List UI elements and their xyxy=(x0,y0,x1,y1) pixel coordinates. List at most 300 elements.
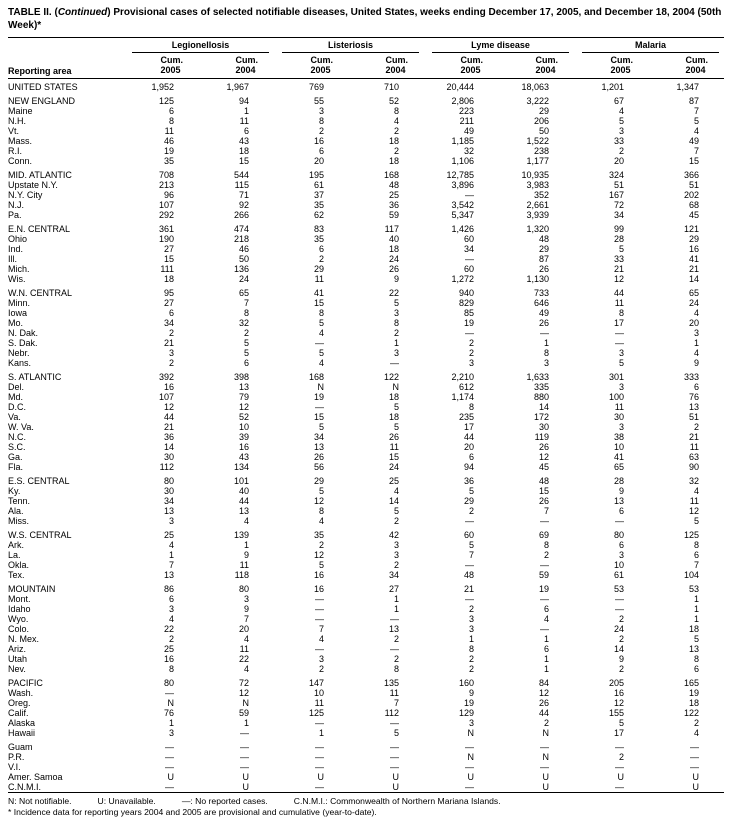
cell-value: 544 xyxy=(233,169,250,180)
cell-value: N xyxy=(317,381,325,392)
cell-value: 266 xyxy=(233,209,250,220)
cell-value: 29 xyxy=(314,263,325,274)
cell-value: 2 xyxy=(394,515,400,526)
cell-value: — xyxy=(540,623,550,634)
column-group-lyme-disease xyxy=(424,38,574,54)
cell-value: 36 xyxy=(464,475,475,486)
cell-value: 90 xyxy=(689,461,700,472)
cell-value: 139 xyxy=(233,529,250,540)
cell-value: 5 xyxy=(619,717,625,728)
row-label: Mass. xyxy=(8,135,33,146)
cell-value: 11 xyxy=(314,273,325,284)
row-label: Mich. xyxy=(8,263,30,274)
cell-value: — xyxy=(315,613,325,624)
cell-value: 172 xyxy=(534,411,550,422)
cell-value: 2 xyxy=(394,559,400,570)
cell-value: 8 xyxy=(544,539,550,550)
table-row xyxy=(8,762,724,772)
row-label: N. Dak. xyxy=(8,327,39,338)
cell-value: 3 xyxy=(619,125,625,136)
cum-2005-header: Cum. 2005 xyxy=(574,53,649,78)
cell-value: 8 xyxy=(694,539,700,550)
cell-value: 125 xyxy=(684,529,700,540)
table-row xyxy=(8,452,724,462)
cell-value: — xyxy=(315,761,325,772)
cell-value: 3 xyxy=(168,727,174,738)
cell-value: 1 xyxy=(544,633,550,644)
row-label: E.N. CENTRAL xyxy=(8,223,71,234)
cell-value: — xyxy=(690,741,700,752)
cell-value: 1 xyxy=(168,717,174,728)
cell-value: 3 xyxy=(619,347,625,358)
cell-value: 72 xyxy=(614,199,625,210)
table-row xyxy=(8,742,724,752)
cell-value: 2 xyxy=(168,357,174,368)
cell-value: 8 xyxy=(394,663,400,674)
cell-value: U xyxy=(392,771,400,782)
cell-value: 292 xyxy=(158,209,174,220)
cell-value: 3 xyxy=(319,653,325,664)
table-row xyxy=(8,338,724,348)
cell-value: 18 xyxy=(389,411,400,422)
cell-value: 4 xyxy=(244,663,250,674)
table-row xyxy=(8,308,724,318)
row-label: Alaska xyxy=(8,717,36,728)
table-row xyxy=(8,372,724,382)
table-row xyxy=(8,244,724,254)
cell-value: 18,063 xyxy=(521,81,550,92)
reporting-area-header: Reporting area xyxy=(8,38,124,79)
cell-value: N xyxy=(467,751,475,762)
cell-value: 19 xyxy=(689,687,700,698)
cell-value: 79 xyxy=(239,391,250,402)
cell-value: 11 xyxy=(239,559,250,570)
cell-value: 16 xyxy=(163,653,174,664)
cell-value: 48 xyxy=(539,475,550,486)
cell-value: 71 xyxy=(239,189,250,200)
cell-value: 4 xyxy=(168,539,174,550)
row-label: N. Mex. xyxy=(8,633,40,644)
cell-value: — xyxy=(390,613,400,624)
cell-value: 29 xyxy=(689,233,700,244)
cell-value: 2 xyxy=(319,539,325,550)
cell-value: 9 xyxy=(619,485,625,496)
cell-value: 7 xyxy=(394,697,400,708)
table-row xyxy=(8,782,724,793)
cell-value: — xyxy=(540,327,550,338)
row-label: N.C. xyxy=(8,431,26,442)
cell-value: 4 xyxy=(694,727,700,738)
cell-value: 21 xyxy=(163,337,174,348)
table-row xyxy=(8,170,724,180)
cell-value: — xyxy=(315,337,325,348)
cell-value: 20 xyxy=(239,623,250,634)
cell-value: 60 xyxy=(464,263,475,274)
cell-value: 8 xyxy=(694,653,700,664)
cell-value: 5,347 xyxy=(451,209,475,220)
table-row xyxy=(8,422,724,432)
cell-value: 4 xyxy=(694,347,700,358)
cell-value: — xyxy=(240,727,250,738)
cell-value: 19 xyxy=(539,583,550,594)
cell-value: 35 xyxy=(314,233,325,244)
cell-value: 4 xyxy=(244,515,250,526)
cell-value: 335 xyxy=(534,381,550,392)
cell-value: — xyxy=(315,781,325,792)
cell-value: 1,130 xyxy=(526,273,550,284)
row-label: NEW ENGLAND xyxy=(8,95,76,106)
cell-value: — xyxy=(315,401,325,412)
cell-value: — xyxy=(465,593,475,604)
cell-value: 13 xyxy=(689,643,700,654)
cell-value: 15 xyxy=(314,411,325,422)
row-label: La. xyxy=(8,549,21,560)
row-label: Guam xyxy=(8,741,33,752)
cell-value: 11 xyxy=(614,401,625,412)
cell-value: 4 xyxy=(319,633,325,644)
cell-value: 104 xyxy=(684,569,700,580)
cell-value: — xyxy=(615,603,625,614)
cell-value: 8 xyxy=(469,643,475,654)
cell-value: 6 xyxy=(244,125,250,136)
cell-value: 51 xyxy=(689,179,700,190)
table-row xyxy=(8,476,724,486)
cell-value: 19 xyxy=(163,145,174,156)
cell-value: — xyxy=(465,189,475,200)
cell-value: 60 xyxy=(464,529,475,540)
cell-value: 11 xyxy=(689,495,700,506)
cell-value: 5 xyxy=(244,337,250,348)
row-label: Idaho xyxy=(8,603,31,614)
cell-value: 2 xyxy=(694,717,700,728)
cell-value: 11 xyxy=(689,441,700,452)
cell-value: 26 xyxy=(539,495,550,506)
cell-value: 1 xyxy=(694,603,700,614)
cell-value: 19 xyxy=(314,391,325,402)
cell-value: 87 xyxy=(539,253,550,264)
cell-value: 3,896 xyxy=(451,179,475,190)
cum-2004-header: Cum. 2004 xyxy=(499,53,574,78)
cell-value: U xyxy=(392,781,400,792)
row-label: Kans. xyxy=(8,357,32,368)
cell-value: 24 xyxy=(239,273,250,284)
cell-value: 5 xyxy=(619,115,625,126)
row-label: W. Va. xyxy=(8,421,34,432)
table-row xyxy=(8,604,724,614)
cell-value: — xyxy=(165,761,174,772)
cell-value: 24 xyxy=(389,253,400,264)
table-title-prefix: TABLE II. ( xyxy=(8,7,58,18)
cell-value: — xyxy=(465,781,475,792)
cell-value: 7 xyxy=(319,623,325,634)
cell-value: 25 xyxy=(163,643,174,654)
cell-value: 6 xyxy=(244,357,250,368)
cell-value: 324 xyxy=(609,169,625,180)
cell-value: 122 xyxy=(383,371,400,382)
cell-value: 59 xyxy=(389,209,400,220)
cell-value: 474 xyxy=(233,223,250,234)
cell-value: 16 xyxy=(163,381,174,392)
cell-value: 167 xyxy=(609,189,625,200)
row-label: Va. xyxy=(8,411,21,422)
column-group-malaria xyxy=(574,38,724,54)
cell-value: 50 xyxy=(539,125,550,136)
cell-value: 18 xyxy=(389,155,400,166)
cell-value: 361 xyxy=(158,223,174,234)
row-label: N.J. xyxy=(8,199,25,210)
cell-value: 2 xyxy=(394,327,400,338)
row-label: Ind. xyxy=(8,243,24,254)
cell-value: 3 xyxy=(469,717,475,728)
cell-value: 34 xyxy=(464,243,475,254)
cell-value: 29 xyxy=(539,105,550,116)
cell-value: 16 xyxy=(689,243,700,254)
cell-value: 5 xyxy=(694,515,700,526)
cell-value: 24 xyxy=(614,623,625,634)
cell-value: 69 xyxy=(539,529,550,540)
cell-value: 15 xyxy=(163,253,174,264)
cell-value: — xyxy=(615,781,625,792)
table-row xyxy=(8,442,724,452)
row-label: Calif. xyxy=(8,707,29,718)
cell-value: U xyxy=(317,771,325,782)
table-header xyxy=(8,38,724,79)
cell-value: 2 xyxy=(394,145,400,156)
table-row xyxy=(8,382,724,392)
cell-value: 3 xyxy=(469,357,475,368)
row-label: Ohio xyxy=(8,233,28,244)
cell-value: — xyxy=(615,761,625,772)
row-label: Tex. xyxy=(8,569,25,580)
cell-value: 9 xyxy=(619,653,625,664)
cell-value: 83 xyxy=(314,223,325,234)
cell-value: 5 xyxy=(319,347,325,358)
cell-value: — xyxy=(240,751,250,762)
cell-value: 136 xyxy=(233,263,250,274)
cell-value: 50 xyxy=(239,253,250,264)
cell-value: 2 xyxy=(619,145,625,156)
cell-value: 2 xyxy=(394,633,400,644)
cell-value: 940 xyxy=(458,287,475,298)
cell-value: 1,967 xyxy=(226,81,250,92)
cell-value: 13 xyxy=(389,623,400,634)
cell-value: 112 xyxy=(159,461,174,472)
cell-value: 165 xyxy=(684,677,700,688)
cell-value: 13 xyxy=(614,495,625,506)
cell-value: 112 xyxy=(384,707,400,718)
row-label: Nebr. xyxy=(8,347,30,358)
cell-value: 51 xyxy=(689,411,700,422)
row-label: S. Dak. xyxy=(8,337,38,348)
table-row xyxy=(8,78,724,92)
cell-value: 9 xyxy=(469,687,475,698)
cell-value: — xyxy=(390,643,400,654)
footnotes xyxy=(8,796,724,819)
cell-value: 6 xyxy=(168,307,174,318)
cell-value: 32 xyxy=(689,475,700,486)
table-row xyxy=(8,358,724,368)
cell-value: 12 xyxy=(614,273,625,284)
cell-value: 44 xyxy=(539,707,550,718)
cell-value: 8 xyxy=(619,307,625,318)
footnote-cnmi: C.N.M.I.: Commonwealth of Northern Mariana Islands. xyxy=(293,795,501,806)
cell-value: N xyxy=(542,751,550,762)
cell-value: 115 xyxy=(234,179,250,190)
cell-value: 6 xyxy=(319,243,325,254)
table-row xyxy=(8,412,724,422)
cell-value: 11 xyxy=(164,125,174,136)
cell-value: 84 xyxy=(539,677,550,688)
cell-value: 39 xyxy=(239,431,250,442)
cell-value: 12 xyxy=(539,687,550,698)
cell-value: 15 xyxy=(539,485,550,496)
row-label: W.S. CENTRAL xyxy=(8,529,72,540)
cell-value: 35 xyxy=(163,155,174,166)
table-row xyxy=(8,594,724,604)
cell-value: 41 xyxy=(314,287,325,298)
cell-value: 1 xyxy=(694,337,700,348)
cell-value: U xyxy=(242,771,250,782)
cell-value: 30 xyxy=(614,411,625,422)
table-row xyxy=(8,530,724,540)
cell-value: 1 xyxy=(168,549,174,560)
cell-value: 18 xyxy=(689,623,700,634)
cell-value: 4 xyxy=(319,327,325,338)
cell-value: 1,952 xyxy=(151,81,174,92)
cell-value: — xyxy=(540,761,550,772)
cell-value: 34 xyxy=(314,431,325,442)
cell-value: 6 xyxy=(694,663,700,674)
cell-value: 125 xyxy=(158,95,174,106)
cell-value: 22 xyxy=(239,653,250,664)
table-row xyxy=(8,624,724,634)
cell-value: 20 xyxy=(464,441,475,452)
row-label: Nev. xyxy=(8,663,26,674)
cell-value: 17 xyxy=(614,317,625,328)
cell-value: 17 xyxy=(614,727,625,738)
row-label: Maine xyxy=(8,105,33,116)
cell-value: 80 xyxy=(163,677,174,688)
footnote-incidence: * Incidence data for reporting years 2004 and 2005 are provisional and cumulative (year-to-date). xyxy=(8,807,377,818)
cell-value: 20 xyxy=(314,155,325,166)
cell-value: 168 xyxy=(308,371,325,382)
table-row xyxy=(8,180,724,190)
cell-value: 1,320 xyxy=(526,223,550,234)
cell-value: 18 xyxy=(239,145,250,156)
footnote-unavailable: U: Unavailable. xyxy=(97,795,156,806)
cell-value: 1 xyxy=(394,593,400,604)
table-row xyxy=(8,678,724,688)
cell-value: 1,201 xyxy=(601,81,625,92)
cell-value: 19 xyxy=(464,317,475,328)
cell-value: 1,174 xyxy=(451,391,475,402)
table-row xyxy=(8,234,724,244)
cell-value: 6 xyxy=(319,145,325,156)
cell-value: 2,806 xyxy=(451,95,475,106)
row-label: N.Y. City xyxy=(8,189,43,200)
row-label: Minn. xyxy=(8,297,31,308)
cell-value: 18 xyxy=(163,273,174,284)
cell-value: — xyxy=(390,761,400,772)
cell-value: 2 xyxy=(394,125,400,136)
cell-value: 44 xyxy=(163,411,174,422)
cell-value: 2 xyxy=(319,663,325,674)
cell-value: 16 xyxy=(314,569,325,580)
row-label: UNITED STATES xyxy=(8,81,78,92)
cell-value: U xyxy=(467,771,475,782)
cell-value: 111 xyxy=(160,263,174,274)
cell-value: 366 xyxy=(684,169,700,180)
cell-value: 147 xyxy=(308,677,325,688)
table-body xyxy=(8,78,724,792)
table-row xyxy=(8,210,724,220)
cell-value: 61 xyxy=(614,569,625,580)
cell-value: 13 xyxy=(689,401,700,412)
cell-value: — xyxy=(540,559,550,570)
cell-value: 94 xyxy=(239,95,250,106)
table-row xyxy=(8,402,724,412)
table-row xyxy=(8,136,724,146)
row-label: S. ATLANTIC xyxy=(8,371,62,382)
table-row xyxy=(8,614,724,624)
table-row xyxy=(8,560,724,570)
cell-value: 333 xyxy=(684,371,700,382)
cell-value: 6 xyxy=(544,603,550,614)
cell-value: U xyxy=(242,781,250,792)
cell-value: 21 xyxy=(614,263,625,274)
cell-value: 190 xyxy=(158,233,174,244)
cell-value: 8 xyxy=(544,347,550,358)
cell-value: 27 xyxy=(389,583,400,594)
notifiable-disease-table xyxy=(8,37,724,793)
cell-value: 34 xyxy=(389,569,400,580)
cell-value: 2 xyxy=(694,421,700,432)
cell-value: 1 xyxy=(544,653,550,664)
cell-value: 1 xyxy=(694,593,700,604)
cell-value: 398 xyxy=(233,371,250,382)
cell-value: 76 xyxy=(163,707,174,718)
table-row xyxy=(8,126,724,136)
cell-value: — xyxy=(315,643,325,654)
cell-value: 121 xyxy=(684,223,700,234)
cell-value: 4 xyxy=(694,485,700,496)
cell-value: 13 xyxy=(314,441,325,452)
cell-value: 2 xyxy=(469,337,475,348)
cell-value: 13 xyxy=(239,505,250,516)
cell-value: 25 xyxy=(389,189,400,200)
table-row xyxy=(8,224,724,234)
table-row xyxy=(8,106,724,116)
cell-value: 18 xyxy=(389,135,400,146)
cell-value: 2 xyxy=(394,653,400,664)
cell-value: 6 xyxy=(168,593,174,604)
cell-value: 1,426 xyxy=(451,223,475,234)
cell-value: 15 xyxy=(314,297,325,308)
cell-value: 92 xyxy=(239,199,250,210)
cell-value: 26 xyxy=(314,451,325,462)
cell-value: — xyxy=(315,593,325,604)
cell-value: 3 xyxy=(168,515,174,526)
row-label: Wyo. xyxy=(8,613,29,624)
cell-value: 76 xyxy=(689,391,700,402)
row-label: Mo. xyxy=(8,317,24,328)
cell-value: 45 xyxy=(689,209,700,220)
cell-value: 3 xyxy=(619,381,625,392)
cell-value: 33 xyxy=(614,253,625,264)
cell-value: 2,661 xyxy=(526,199,550,210)
row-label: Hawaii xyxy=(8,727,36,738)
cell-value: — xyxy=(390,741,400,752)
